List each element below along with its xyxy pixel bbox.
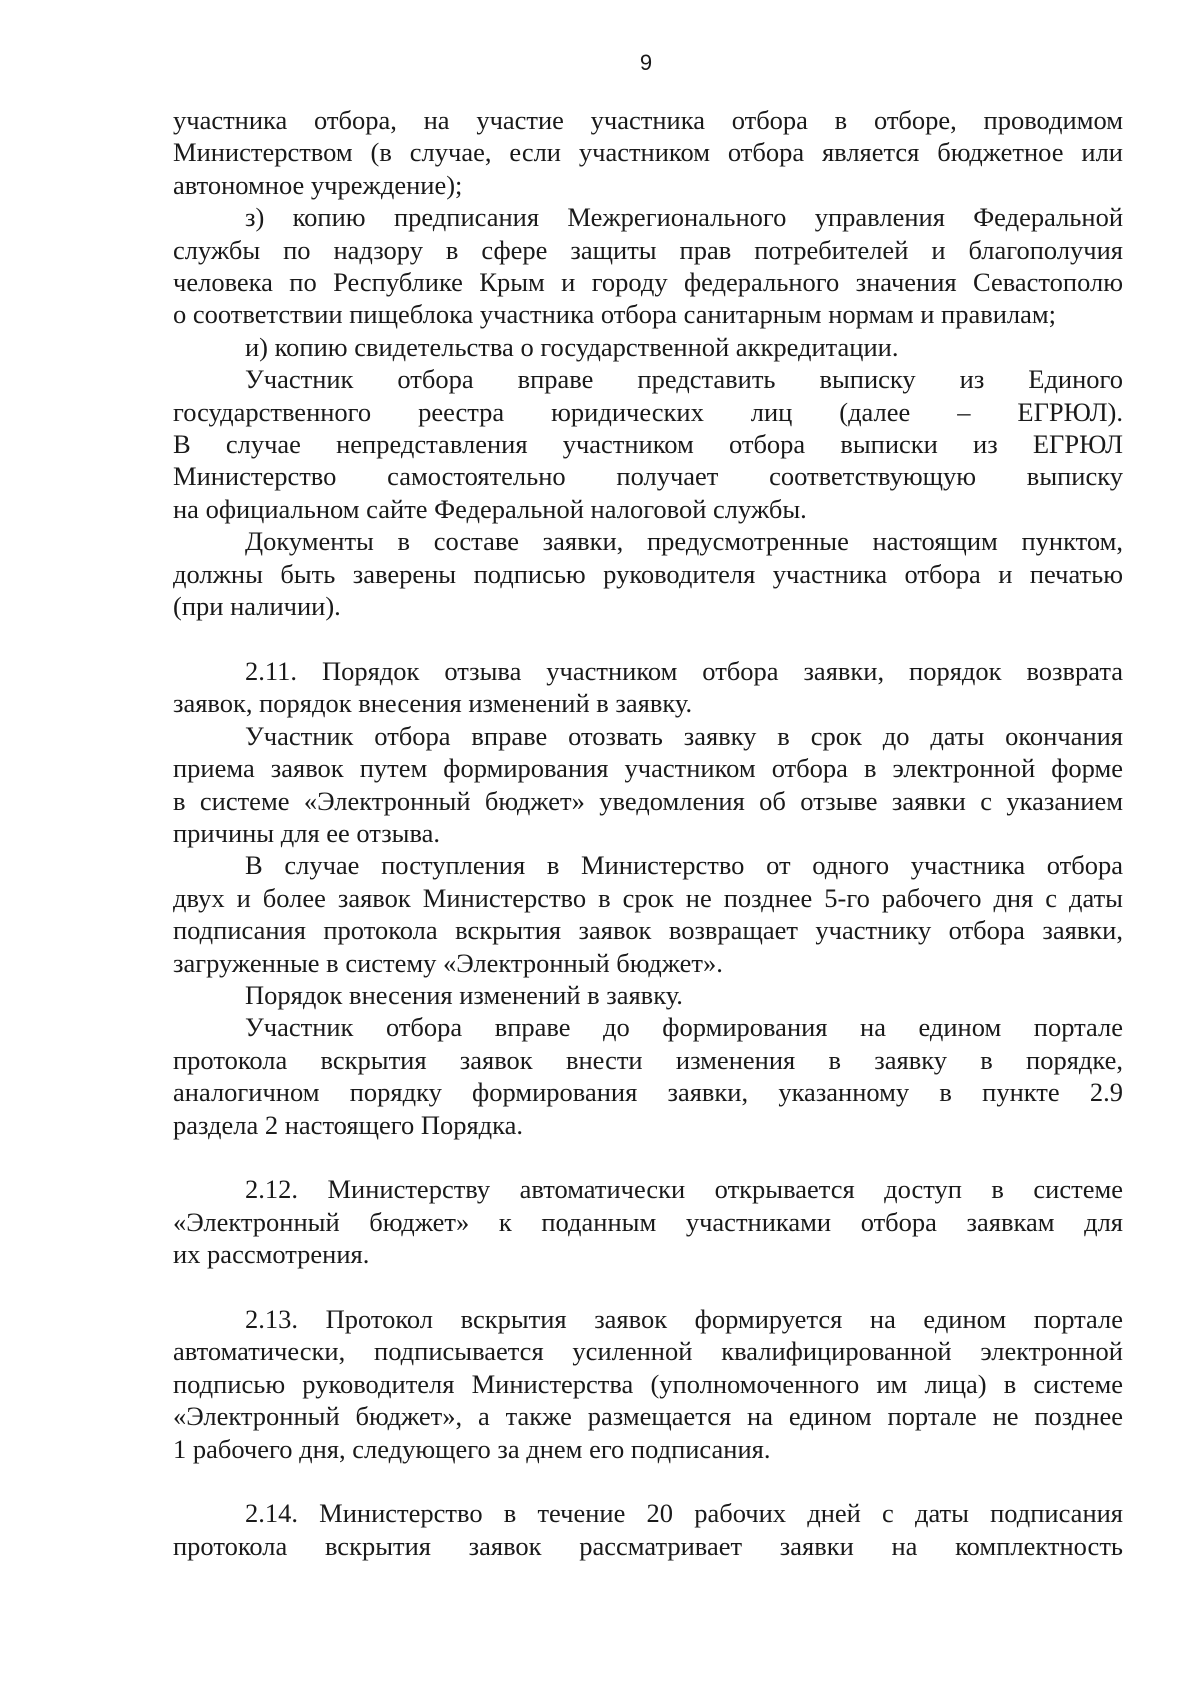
text-line: Порядок внесения изменений в заявку. — [245, 979, 683, 1010]
paragraph — [173, 525, 1123, 622]
page-number: 9 — [639, 50, 653, 75]
paragraph — [173, 1497, 1123, 1562]
text-line: службы по надзору в сфере защиты прав потребителей и благополучия — [173, 234, 1123, 265]
text-line: на официальном сайте Федеральной налоговой службы. — [173, 493, 807, 524]
paragraph — [173, 979, 1123, 1011]
text-line: 2.12. Министерству автоматически открывается доступ в системе — [245, 1174, 1123, 1205]
text-line: Участник отбора вправе отозвать заявку в срок до даты окончания — [245, 720, 1123, 751]
text-line: «Электронный бюджет» к поданным участниками отбора заявкам для — [173, 1206, 1123, 1237]
paragraph — [173, 655, 1123, 720]
text-line: причины для ее отзыва. — [173, 817, 441, 848]
text-line: 1 рабочего дня, следующего за днем его подписания. — [173, 1433, 771, 1464]
text-line: и) копию свидетельства о государственной аккредитации. — [245, 331, 899, 362]
paragraph — [173, 363, 1123, 525]
text-line: Документы в составе заявки, предусмотренные настоящим пунктом, — [245, 526, 1123, 557]
paragraph — [173, 1011, 1123, 1141]
text-line: приема заявок путем формирования участником отбора в электронной форме — [173, 753, 1123, 784]
text-line: Министерством (в случае, если участником отбора является бюджетное или — [173, 137, 1123, 168]
paragraph-gap — [173, 623, 1123, 655]
paragraph — [173, 1173, 1123, 1270]
text-line: аналогичном порядку формирования заявки, указанному в пункте 2.9 — [173, 1077, 1123, 1108]
text-line: 2.14. Министерство в течение 20 рабочих дней с даты подписания — [245, 1498, 1123, 1529]
text-line: протокола вскрытия заявок рассматривает заявки на комплектность — [173, 1530, 1123, 1561]
text-line: Министерство самостоятельно получает соответствующую выписку — [173, 461, 1123, 492]
text-line: (при наличии). — [173, 591, 341, 622]
text-line: Участник отбора вправе представить выписку из Единого — [245, 364, 1123, 395]
paragraph — [173, 331, 1123, 363]
text-line: Участник отбора вправе до формирования на едином портале — [245, 1012, 1123, 1043]
paragraph-gap — [173, 1465, 1123, 1497]
text-line: В случае поступления в Министерство от одного участника отбора — [245, 850, 1123, 881]
text-line: В случае непредставления участником отбора выписки из ЕГРЮЛ — [173, 429, 1123, 460]
paragraph — [173, 849, 1123, 979]
text-line: их рассмотрения. — [173, 1239, 370, 1270]
text-line: 2.11. Порядок отзыва участником отбора заявки, порядок возврата — [245, 655, 1123, 686]
text-line: подписью руководителя Министерства (уполномоченного им лица) в системе — [173, 1368, 1123, 1399]
text-line: протокола вскрытия заявок внести изменения в заявку в порядке, — [173, 1044, 1123, 1075]
text-line: заявок, порядок внесения изменений в заявку. — [173, 688, 693, 719]
text-line: в системе «Электронный бюджет» уведомления об отзыве заявки с указанием — [173, 785, 1123, 816]
text-line: 2.13. Протокол вскрытия заявок формируется на едином портале — [245, 1303, 1123, 1334]
text-line: автономное учреждение); — [173, 169, 463, 200]
text-line: человека по Республике Крым и городу федерального значения Севастополю — [173, 267, 1123, 298]
text-line: должны быть заверены подписью руководителя участника отбора и печатью — [173, 558, 1123, 589]
paragraph-gap — [173, 1141, 1123, 1173]
text-line: «Электронный бюджет», а также размещается на едином портале не позднее — [173, 1401, 1123, 1432]
paragraph — [173, 104, 1123, 201]
text-line: загруженные в систему «Электронный бюджет». — [173, 947, 723, 978]
paragraph — [173, 720, 1123, 850]
document-body — [173, 104, 1123, 1562]
paragraph — [173, 201, 1123, 331]
paragraph — [173, 1303, 1123, 1465]
text-line: государственного реестра юридических лиц (далее – ЕГРЮЛ). — [173, 396, 1123, 427]
text-line: подписания протокола вскрытия заявок возвращает участнику отбора заявки, — [173, 915, 1123, 946]
text-line: о соответствии пищеблока участника отбора санитарным нормам и правилам; — [173, 299, 1057, 330]
text-line: з) копию предписания Межрегионального управления Федеральной — [245, 202, 1123, 233]
paragraph-gap — [173, 1271, 1123, 1303]
text-line: автоматически, подписывается усиленной квалифицированной электронной — [173, 1336, 1123, 1367]
text-line: участника отбора, на участие участника отбора в отборе, проводимом — [173, 105, 1123, 135]
text-line: раздела 2 настоящего Порядка. — [173, 1109, 524, 1140]
text-line: двух и более заявок Министерство в срок не позднее 5-го рабочего дня с даты — [173, 882, 1123, 913]
